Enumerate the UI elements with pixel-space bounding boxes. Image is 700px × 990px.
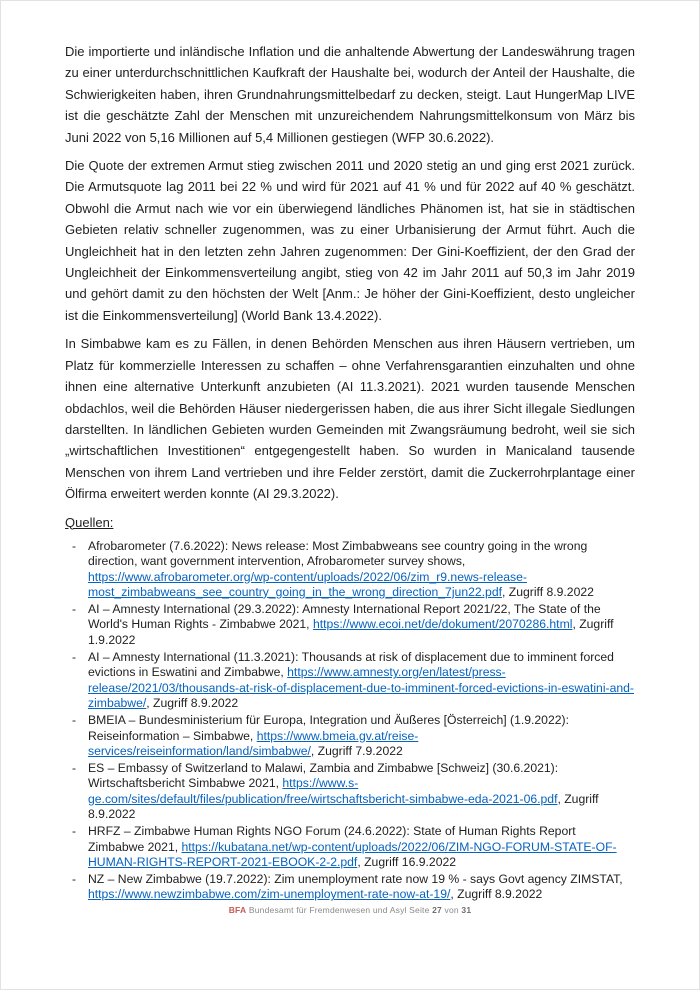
source-link[interactable]: https://www.ecoi.net/de/dokument/2070286.html bbox=[312, 617, 573, 632]
footer-org-label: Bundesamt für Fremdenwesen und Asyl bbox=[248, 905, 407, 915]
sources-list bbox=[65, 539, 635, 903]
source-text-post: , Zugriff 1.9.2022 bbox=[88, 617, 614, 647]
footer-bfa-label: BFA bbox=[228, 905, 247, 915]
source-item bbox=[65, 539, 635, 600]
paragraph-poverty-inequality: Die Quote der extremen Armut stieg zwischen 2011 und 2020 stetig an und ging erst 2021 zurück. Die Armutsquote lag 2011 bei 22 % und wird für 2021 auf 41 % und für 2022 auf 40 % geschätzt. Obwohl die Armut nach wie vor ein überwiegend ländliches Phänomen ist, hat sie in städtischen Gebieten relativ schneller zugenommen, was zu einer Urbanisierung der Armut führt. Auch die Ungleichheit hat in den letzten zehn Jahren zugenommen: Der Gini-Koeffizient, der den Grad der Ungleichheit der Einkommensverteilung angibt, stieg von 42 im Jahr 2011 auf 50,3 im Jahr 2019 und gehört damit zu den höchsten der Welt [Anm.: Je höher der Gini-Koeffizient, desto ungleicher ist die Einkommensverteilung] (World Bank 13.4.2022). bbox=[65, 158, 635, 323]
source-item bbox=[65, 872, 635, 903]
source-text-pre: HRFZ – Zimbabwe Human Rights NGO Forum (24.6.2022): State of Human Rights Report Zimbabwe 2021, bbox=[88, 824, 576, 854]
source-text-post: , Zugriff 8.9.2022 bbox=[450, 887, 543, 902]
source-item bbox=[65, 824, 635, 870]
footer-page-number: 27 bbox=[432, 905, 442, 915]
source-text bbox=[88, 872, 623, 901]
source-link[interactable]: https://www.afrobarometer.org/wp-content/uploads/2022/06/zim_r9.news-release-most_zimbabweans_see_country_going_in_the_wrong_direction_7jun22.pdf bbox=[88, 569, 527, 599]
source-text bbox=[88, 602, 614, 647]
source-text-pre: Afrobarometer (7.6.2022): News release: Most Zimbabweans see country going in the wrong direction, want government intervention, Afrobarometer survey shows, bbox=[88, 538, 588, 569]
list-dash: - bbox=[72, 650, 77, 665]
source-link[interactable]: https://www.s-ge.com/sites/default/files/publication/free/wirtschaftsbericht-simbabwe-eda-2021-06.pdf bbox=[88, 776, 558, 806]
source-link[interactable]: https://www.bmeia.gv.at/reise-services/reiseinformation/land/simbabwe/ bbox=[88, 728, 419, 758]
source-text-pre: AI – Amnesty International (29.3.2022): Amnesty International Report 2021/22, The State of the World's Human Rights - Zimbabwe 2021, bbox=[88, 602, 601, 632]
source-link[interactable]: https://www.amnesty.org/en/latest/press-release/2021/03/thousands-at-risk-of-displacement-due-to-imminent-forced-evictions-in-eswatini-and-zimbabwe/ bbox=[88, 665, 634, 710]
source-text-post: , Zugriff 16.9.2022 bbox=[357, 854, 457, 869]
source-text bbox=[88, 539, 594, 599]
list-dash: - bbox=[72, 538, 77, 553]
source-text-pre: NZ – New Zimbabwe (19.7.2022): Zim unemployment rate now 19 % - says Govt agency ZIMSTAT, bbox=[88, 872, 623, 887]
source-text-post: , Zugriff 8.9.2022 bbox=[146, 695, 239, 710]
source-text bbox=[88, 761, 599, 821]
source-item bbox=[65, 713, 635, 759]
list-dash: - bbox=[72, 602, 77, 617]
source-item bbox=[65, 602, 635, 648]
source-text-post: , Zugriff 7.9.2022 bbox=[310, 743, 403, 758]
source-text-pre: AI – Amnesty International (11.3.2021): Thousands at risk of displacement due to imminent forced evictions in Eswatini and Zimbabwe, bbox=[88, 650, 614, 680]
page-footer bbox=[1, 905, 699, 915]
list-dash: - bbox=[72, 713, 77, 728]
source-text-pre: ES – Embassy of Switzerland to Malawi, Zambia and Zimbabwe [Schweiz] (30.6.2021): Wirtschaftsbericht Simbabwe 2021, bbox=[88, 761, 559, 791]
source-text-pre: BMEIA – Bundesministerium für Europa, Integration und Äußeres [Österreich] (1.9.2022): Reiseinformation – Simbabwe, bbox=[88, 713, 569, 743]
paragraph-evictions: In Simbabwe kam es zu Fällen, in denen Behörden Menschen aus ihren Häusern vertrieben, um Platz für kommerzielle Interessen zu schaffen – ohne Verfahrensgarantien einzuhalten und ohne ihnen eine alternative Unterkunft anzubieten (AI 11.3.2021). 2021 wurden tausende Menschen obdachlos, weil die Behörden Häuser niedergerissen haben, die aus ihrer Sicht illegale Siedlungen darstellten. In ländlichen Gebieten wurden Gemeinden mit Zwangsräumung bedroht, weil sie sich „wirtschaftlichen Investitionen“ entgegengestellt haben. So wurden in Manicaland tausende Menschen von ihrem Land vertrieben und ihre Felder zerstört, damit die Zuckerrohrplantage einer Ölfirma erweitert werden konnte (AI 29.3.2022). bbox=[65, 336, 635, 502]
footer-von-label: von bbox=[444, 905, 459, 915]
source-text-post: , Zugriff 8.9.2022 bbox=[88, 791, 599, 821]
list-dash: - bbox=[72, 761, 77, 776]
sources-heading-label: Quellen: bbox=[65, 514, 114, 530]
footer-seite-label: Seite bbox=[409, 905, 430, 915]
list-dash: - bbox=[72, 872, 77, 887]
footer-total-pages: 31 bbox=[461, 905, 472, 915]
source-item bbox=[65, 761, 635, 822]
list-dash: - bbox=[72, 824, 77, 839]
sources-heading bbox=[65, 512, 635, 533]
source-text-post: , Zugriff 8.9.2022 bbox=[501, 584, 594, 599]
source-text bbox=[88, 824, 617, 869]
source-link[interactable]: https://www.newzimbabwe.com/zim-unemployment-rate-now-at-19/ bbox=[88, 887, 451, 902]
source-text bbox=[88, 713, 569, 758]
source-text bbox=[88, 650, 634, 710]
paragraph-inflation-purchasing-power: Die importierte und inländische Inflation und die anhaltende Abwertung der Landeswährung tragen zu einer unterdurchschnittlichen Kaufkraft der Haushalte bei, wodurch der Anteil der Haushalte, die Schwierigkeiten haben, ihren Grundnahrungsmittelbedarf zu decken, steigt. Laut HungerMap LIVE ist die geschätzte Zahl der Menschen mit unzureichendem Nahrungsmittelkonsum von März bis Juni 2022 von 5,16 Millionen auf 5,4 Millionen gestiegen (WFP 30.6.2022). bbox=[65, 44, 635, 145]
source-link[interactable]: https://kubatana.net/wp-content/uploads/2022/06/ZIM-NGO-FORUM-STATE-OF-HUMAN-RIGHTS-REPORT-2021-EBOOK-2-2.pdf bbox=[88, 839, 617, 869]
source-item bbox=[65, 650, 635, 711]
